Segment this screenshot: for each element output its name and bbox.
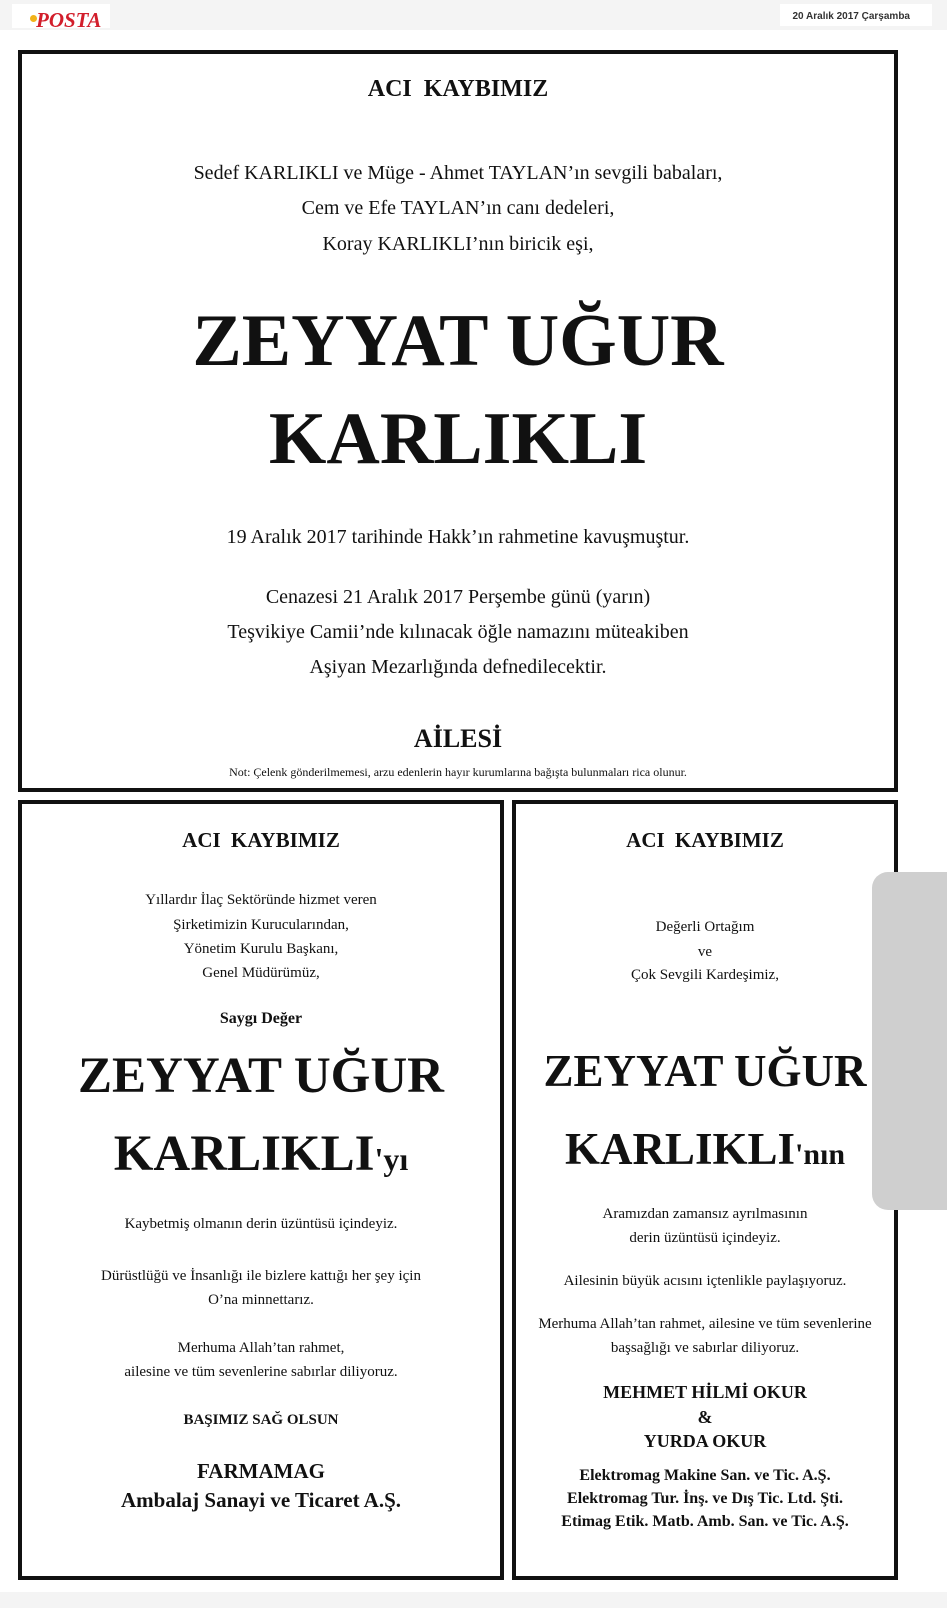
- ad-right-name-surname: KARLIKLI: [564, 1124, 795, 1174]
- ad-top-name-1: ZEYYAT UĞUR: [192, 300, 724, 382]
- ad-left-heading: ACI KAYBIMIZ: [182, 828, 340, 852]
- ad-right-body-3a: Merhuma Allah’tan rahmet, ailesine ve tüm sevenlerine: [538, 1316, 872, 1332]
- ad-left-intro-1: Yıllardır İlaç Sektöründe hizmet veren: [145, 892, 377, 908]
- ad-left-company-2: Ambalaj Sanayi ve Ticaret A.Ş.: [120, 1488, 402, 1512]
- ad-top-funeral-2: Teşvikiye Camii’nde kılınacak öğle namazını müteakiben: [227, 621, 689, 643]
- ad-top: [18, 50, 898, 792]
- ad-left-company-1: FARMAMAG: [197, 1459, 325, 1483]
- ad-right-body-2: Ailesinin büyük acısını içtenlikle paylaşıyoruz.: [563, 1273, 847, 1289]
- ad-right-name-2: [516, 1122, 894, 1182]
- ad-left-body-3a: Merhuma Allah’tan rahmet,: [177, 1340, 345, 1356]
- ad-right-intro-2: ve: [697, 944, 713, 960]
- top-bar: [0, 0, 947, 30]
- ad-top-heading: ACI KAYBIMIZ: [367, 76, 549, 102]
- issue-date: 20 Aralık 2017 Çarşamba: [792, 11, 910, 22]
- bottom-edge: [0, 1592, 947, 1608]
- ad-right-company-2: Elektromag Tur. İnş. ve Dış Tic. Ltd. Şti.: [567, 1490, 843, 1507]
- date-box: [780, 4, 932, 26]
- ad-left-name-1: ZEYYAT UĞUR: [77, 1048, 445, 1104]
- ad-left-name-suffix: 'yı: [374, 1141, 409, 1177]
- logo-text: POSTA: [36, 8, 102, 32]
- ad-right-body-1a: Aramızdan zamansız ayrılmasının: [602, 1206, 808, 1222]
- ad-top-funeral-3: Aşiyan Mezarlığında defnedilecektir.: [309, 656, 607, 678]
- ad-top-intro-2: Cem ve Efe TAYLAN’ın canı dedeleri,: [301, 197, 615, 219]
- ad-top-note: Not: Çelenk gönderilmemesi, arzu edenlerin hayır kurumlarına bağışta bulunmaları rica olunur.: [229, 765, 687, 779]
- ad-left-intro-3: Yönetim Kurulu Başkanı,: [183, 941, 339, 957]
- ad-right-name-suffix: 'nın: [795, 1138, 846, 1171]
- ad-right-heading: ACI KAYBIMIZ: [626, 828, 784, 852]
- ad-right-sign-2: YURDA OKUR: [643, 1431, 767, 1451]
- ad-left: [18, 800, 504, 1580]
- ad-right-intro-3: Çok Sevgili Kardeşimiz,: [631, 967, 779, 983]
- logo: [12, 4, 110, 32]
- ad-left-name-2: [22, 1124, 500, 1189]
- ad-right-sign-1: MEHMET HİLMİ OKUR: [603, 1382, 807, 1402]
- ad-left-name-surname: KARLIKLI: [113, 1126, 375, 1182]
- ad-top-death: 19 Aralık 2017 tarihinde Hakk’ın rahmetine kavuşmuştur.: [226, 526, 690, 548]
- ad-right-intro-1: Değerli Ortağım: [655, 919, 755, 935]
- ad-left-honorific: Saygı Değer: [219, 1010, 303, 1027]
- ad-top-signature: AİLESİ: [413, 724, 503, 753]
- ad-right-sign-amp: &: [697, 1407, 713, 1427]
- ad-right-body-3b: başsağlığı ve sabırlar diliyoruz.: [610, 1340, 800, 1356]
- ad-left-closing: BAŞIMIZ SAĞ OLSUN: [183, 1412, 339, 1428]
- side-scroll-handle[interactable]: [872, 872, 947, 1210]
- ad-left-body-2a: Dürüstlüğü ve İnsanlığı ile bizlere kattığı her şey için: [101, 1268, 421, 1284]
- ad-top-funeral-1: Cenazesi 21 Aralık 2017 Perşembe günü (yarın): [265, 586, 651, 608]
- ad-right-body-1b: derin üzüntüsü içindeyiz.: [629, 1230, 781, 1246]
- ad-left-intro-2: Şirketimizin Kurucularından,: [173, 917, 349, 933]
- ad-top-name-2: KARLIKLI: [268, 398, 648, 480]
- ad-left-body-1: Kaybetmiş olmanın derin üzüntüsü içindeyiz.: [124, 1216, 398, 1232]
- ad-right-company-3: Etimag Etik. Matb. Amb. San. ve Tic. A.Ş.: [561, 1513, 849, 1530]
- ad-top-intro-3: Koray KARLIKLI’nın biricik eşi,: [322, 233, 594, 255]
- ad-right-company-1: Elektromag Makine San. ve Tic. A.Ş.: [579, 1467, 831, 1484]
- ad-left-intro-4: Genel Müdürümüz,: [202, 965, 320, 981]
- ad-right-name-1: ZEYYAT UĞUR: [543, 1046, 867, 1096]
- ad-top-intro-1: Sedef KARLIKLI ve Müge - Ahmet TAYLAN’ın sevgili babaları,: [193, 162, 723, 184]
- ad-left-body-3b: ailesine ve tüm sevenlerine sabırlar diliyoruz.: [124, 1364, 398, 1380]
- ad-right: [512, 800, 898, 1580]
- ad-left-body-2b: O’na minnettarız.: [208, 1292, 314, 1308]
